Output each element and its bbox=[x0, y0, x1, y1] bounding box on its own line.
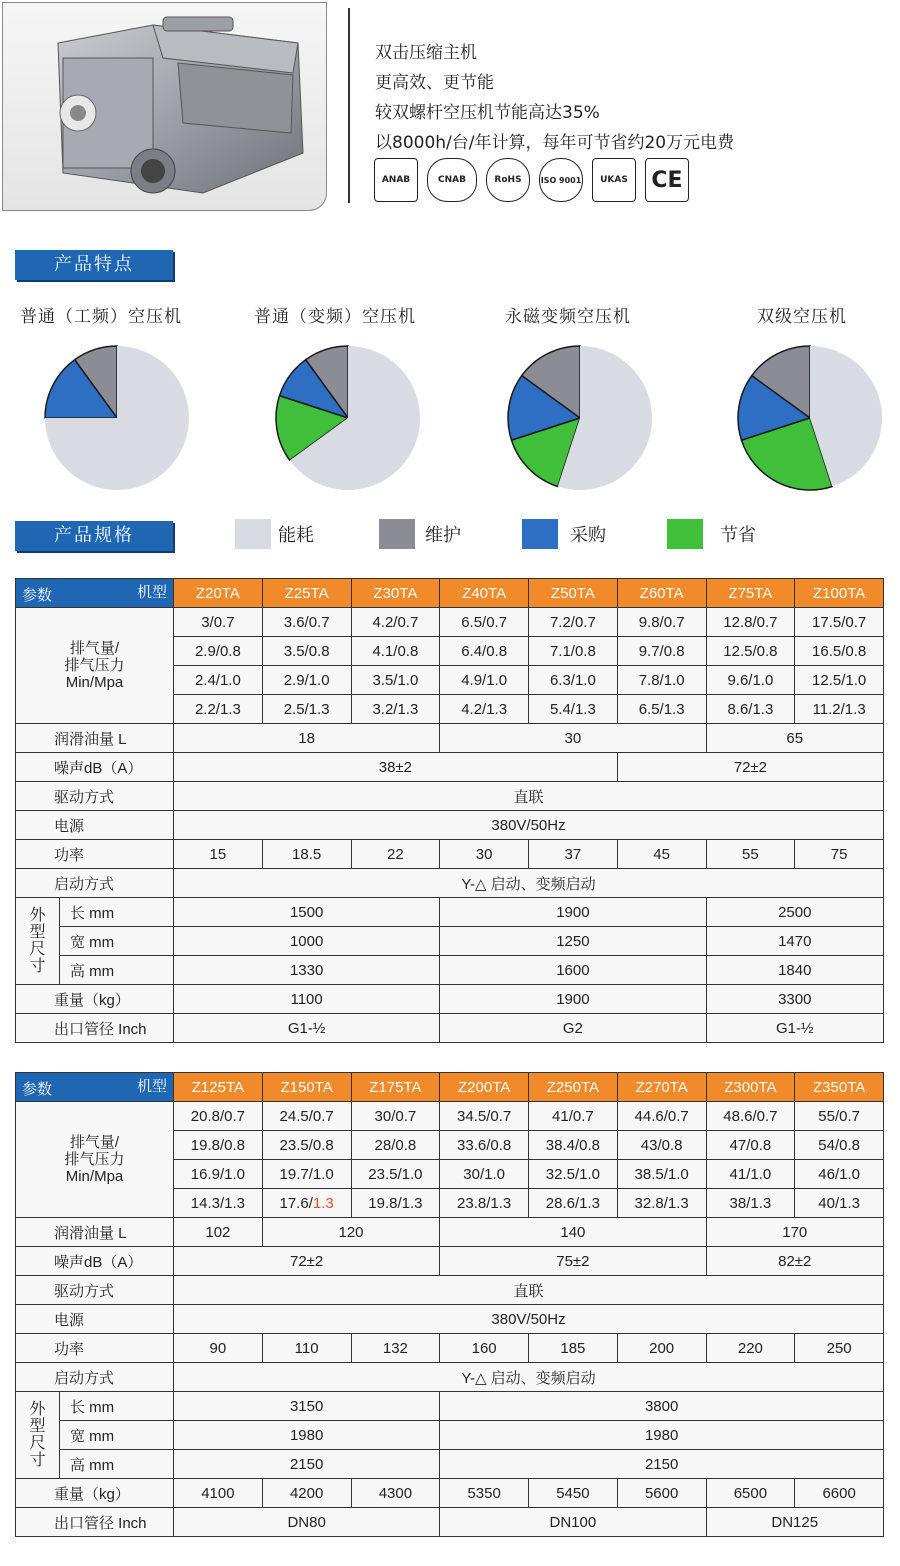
start-label: 启动方式 bbox=[16, 1363, 174, 1392]
table-row bbox=[16, 985, 884, 1014]
length-cell: 3800 bbox=[440, 1392, 884, 1421]
tagline-2: 更高效、更节能 bbox=[375, 73, 494, 93]
flow-cell: 17.6/1.3 bbox=[262, 1189, 351, 1218]
width-cell: 1470 bbox=[706, 927, 884, 956]
weight-cell: 3300 bbox=[706, 985, 884, 1014]
flow-cell: 38.4/0.8 bbox=[529, 1131, 618, 1160]
flow-cell: 30/0.7 bbox=[351, 1102, 440, 1131]
power-source-cell: 380V/50Hz bbox=[174, 1305, 884, 1334]
model-header: Z250TA bbox=[529, 1073, 618, 1102]
flow-cell: 12.8/0.7 bbox=[706, 608, 795, 637]
length-cell: 2500 bbox=[706, 898, 884, 927]
weight-cell: 6500 bbox=[706, 1479, 795, 1508]
height-cell: 2150 bbox=[440, 1450, 884, 1479]
table-row bbox=[16, 840, 884, 869]
table-row bbox=[16, 1014, 884, 1043]
weight-cell: 1100 bbox=[174, 985, 440, 1014]
flow-cell: 8.6/1.3 bbox=[706, 695, 795, 724]
table-header-row bbox=[16, 1073, 884, 1102]
power-cell: 160 bbox=[440, 1334, 529, 1363]
oil-cell: 102 bbox=[174, 1218, 263, 1247]
model-header: Z270TA bbox=[617, 1073, 706, 1102]
start-cell: Y-△ 启动、变频启动 bbox=[174, 869, 884, 898]
oil-cell: 170 bbox=[706, 1218, 884, 1247]
model-header: Z150TA bbox=[262, 1073, 351, 1102]
table-row bbox=[16, 782, 884, 811]
noise-cell: 75±2 bbox=[440, 1247, 706, 1276]
flow-cell: 23.5/1.0 bbox=[351, 1160, 440, 1189]
pie-title-2: 普通（变频）空压机 bbox=[254, 307, 416, 327]
table-row bbox=[16, 927, 884, 956]
outlet-cell: G2 bbox=[440, 1014, 706, 1043]
table-row bbox=[16, 1508, 884, 1537]
height-cell: 2150 bbox=[174, 1450, 440, 1479]
flow-cell: 38/1.3 bbox=[706, 1189, 795, 1218]
anab-logo: ANAB bbox=[374, 158, 418, 202]
flow-cell: 7.2/0.7 bbox=[529, 608, 618, 637]
outlet-cell: DN100 bbox=[440, 1508, 706, 1537]
flow-cell: 19.7/1.0 bbox=[262, 1160, 351, 1189]
flow-cell: 19.8/1.3 bbox=[351, 1189, 440, 1218]
param-label: 参数 bbox=[22, 1081, 53, 1098]
specs-section-title: 产品规格 bbox=[15, 521, 173, 551]
flow-cell: 24.5/0.7 bbox=[262, 1102, 351, 1131]
weight-cell: 1900 bbox=[440, 985, 706, 1014]
width-cell: 1000 bbox=[174, 927, 440, 956]
param-label: 参数 bbox=[22, 587, 53, 604]
flow-cell: 34.5/0.7 bbox=[440, 1102, 529, 1131]
power-cell: 250 bbox=[795, 1334, 884, 1363]
length-label: 长 mm bbox=[60, 898, 174, 927]
flow-cell: 3.5/1.0 bbox=[351, 666, 440, 695]
flow-cell: 32.5/1.0 bbox=[529, 1160, 618, 1189]
table-row bbox=[16, 753, 884, 782]
table-row bbox=[16, 1276, 884, 1305]
spec-table-2 bbox=[15, 1072, 884, 1537]
power-cell: 30 bbox=[440, 840, 529, 869]
pie-title-4: 双级空压机 bbox=[757, 307, 847, 327]
model-header: Z100TA bbox=[795, 579, 884, 608]
height-cell: 1330 bbox=[174, 956, 440, 985]
model-label: 机型 bbox=[136, 584, 167, 601]
flow-cell: 4.1/0.8 bbox=[351, 637, 440, 666]
power-cell: 75 bbox=[795, 840, 884, 869]
table-row bbox=[16, 1305, 884, 1334]
table-row bbox=[16, 1334, 884, 1363]
table-row bbox=[16, 608, 884, 637]
flow-cell: 9.7/0.8 bbox=[617, 637, 706, 666]
flow-cell: 7.8/1.0 bbox=[617, 666, 706, 695]
model-header: Z50TA bbox=[529, 579, 618, 608]
table-row bbox=[16, 1363, 884, 1392]
flow-cell: 2.5/1.3 bbox=[262, 695, 351, 724]
power-source-label: 电源 bbox=[16, 1305, 174, 1334]
model-header: Z300TA bbox=[706, 1073, 795, 1102]
start-label: 启动方式 bbox=[16, 869, 174, 898]
power-label: 功率 bbox=[16, 840, 174, 869]
flow-cell: 47/0.8 bbox=[706, 1131, 795, 1160]
width-cell: 1980 bbox=[440, 1421, 884, 1450]
dimension-label: 外型尺寸 bbox=[16, 1392, 60, 1479]
power-cell: 18.5 bbox=[262, 840, 351, 869]
model-header: Z25TA bbox=[262, 579, 351, 608]
noise-cell: 72±2 bbox=[174, 1247, 440, 1276]
flow-highlight: 1.3 bbox=[312, 1194, 334, 1212]
length-cell: 1900 bbox=[440, 898, 706, 927]
features-section-title: 产品特点 bbox=[15, 250, 173, 280]
compressor-photo bbox=[2, 2, 327, 211]
legend-label-energy: 能耗 bbox=[278, 525, 314, 546]
table-row bbox=[16, 869, 884, 898]
model-header: Z350TA bbox=[795, 1073, 884, 1102]
model-header: Z200TA bbox=[440, 1073, 529, 1102]
table-row bbox=[16, 956, 884, 985]
flow-cell: 30/1.0 bbox=[440, 1160, 529, 1189]
tagline-3: 较双螺杆空压机节能高达35% bbox=[375, 103, 600, 123]
oil-label: 润滑油量 L bbox=[16, 1218, 174, 1247]
power-cell: 37 bbox=[529, 840, 618, 869]
flow-cell: 12.5/0.8 bbox=[706, 637, 795, 666]
power-source-cell: 380V/50Hz bbox=[174, 811, 884, 840]
table-row bbox=[16, 1421, 884, 1450]
oil-cell: 120 bbox=[262, 1218, 440, 1247]
flow-cell: 23.5/0.8 bbox=[262, 1131, 351, 1160]
flow-cell: 40/1.3 bbox=[795, 1189, 884, 1218]
model-header: Z175TA bbox=[351, 1073, 440, 1102]
flow-cell: 19.8/0.8 bbox=[174, 1131, 263, 1160]
table-row bbox=[16, 1218, 884, 1247]
header-corner bbox=[16, 1073, 174, 1102]
flow-cell: 6.3/1.0 bbox=[529, 666, 618, 695]
table-row bbox=[16, 1247, 884, 1276]
model-header: Z75TA bbox=[706, 579, 795, 608]
flow-cell: 4.2/0.7 bbox=[351, 608, 440, 637]
flow-cell: 12.5/1.0 bbox=[795, 666, 884, 695]
power-cell: 22 bbox=[351, 840, 440, 869]
drive-cell: 直联 bbox=[174, 782, 884, 811]
power-cell: 90 bbox=[174, 1334, 263, 1363]
noise-cell: 82±2 bbox=[706, 1247, 884, 1276]
noise-label: 噪声dB（A） bbox=[16, 753, 174, 782]
power-label: 功率 bbox=[16, 1334, 174, 1363]
oil-label: 润滑油量 L bbox=[16, 724, 174, 753]
oil-cell: 65 bbox=[706, 724, 884, 753]
flow-cell: 11.2/1.3 bbox=[795, 695, 884, 724]
flow-cell: 28.6/1.3 bbox=[529, 1189, 618, 1218]
flow-cell: 23.8/1.3 bbox=[440, 1189, 529, 1218]
weight-label: 重量（kg） bbox=[16, 985, 174, 1014]
oil-cell: 140 bbox=[440, 1218, 706, 1247]
flow-cell: 55/0.7 bbox=[795, 1102, 884, 1131]
weight-cell: 4100 bbox=[174, 1479, 263, 1508]
legend-label-purchase: 采购 bbox=[570, 525, 606, 546]
outlet-cell: DN80 bbox=[174, 1508, 440, 1537]
noise-cell: 72±2 bbox=[617, 753, 883, 782]
outlet-cell: G1-½ bbox=[706, 1014, 884, 1043]
flow-cell: 44.6/0.7 bbox=[617, 1102, 706, 1131]
outlet-label: 出口管径 Inch bbox=[16, 1508, 174, 1537]
power-cell: 132 bbox=[351, 1334, 440, 1363]
model-label: 机型 bbox=[136, 1078, 167, 1095]
tagline-1: 双击压缩主机 bbox=[375, 43, 477, 63]
height-cell: 1600 bbox=[440, 956, 706, 985]
rohs-logo: RoHS bbox=[486, 158, 530, 202]
flow-cell: 33.6/0.8 bbox=[440, 1131, 529, 1160]
weight-cell: 4300 bbox=[351, 1479, 440, 1508]
table-row bbox=[16, 898, 884, 927]
flow-cell: 3.5/0.8 bbox=[262, 637, 351, 666]
table-row bbox=[16, 724, 884, 753]
power-cell: 110 bbox=[262, 1334, 351, 1363]
outlet-cell: G1-½ bbox=[174, 1014, 440, 1043]
flow-cell: 7.1/0.8 bbox=[529, 637, 618, 666]
flow-cell: 54/0.8 bbox=[795, 1131, 884, 1160]
table-row bbox=[16, 1102, 884, 1131]
weight-cell: 6600 bbox=[795, 1479, 884, 1508]
power-cell: 55 bbox=[706, 840, 795, 869]
drive-label: 驱动方式 bbox=[16, 1276, 174, 1305]
model-header: Z30TA bbox=[351, 579, 440, 608]
flow-cell: 4.2/1.3 bbox=[440, 695, 529, 724]
flow-cell: 2.9/1.0 bbox=[262, 666, 351, 695]
iso9001-logo: ISO 9001 bbox=[539, 158, 583, 202]
weight-label: 重量（kg） bbox=[16, 1479, 174, 1508]
flow-cell: 9.8/0.7 bbox=[617, 608, 706, 637]
dimension-label: 外型尺寸 bbox=[16, 898, 60, 985]
length-cell: 1500 bbox=[174, 898, 440, 927]
drive-label: 驱动方式 bbox=[16, 782, 174, 811]
flow-cell: 5.4/1.3 bbox=[529, 695, 618, 724]
legend-swatch-savings bbox=[667, 519, 703, 549]
height-cell: 1840 bbox=[706, 956, 884, 985]
flow-cell: 16.9/1.0 bbox=[174, 1160, 263, 1189]
flow-label: 排气量/ 排气压力 Min/Mpa bbox=[16, 1102, 174, 1218]
oil-cell: 30 bbox=[440, 724, 706, 753]
vertical-divider bbox=[348, 8, 350, 203]
weight-cell: 5600 bbox=[617, 1479, 706, 1508]
model-header: Z40TA bbox=[440, 579, 529, 608]
tagline-4: 以8000h/台/年计算，每年可节省约20万元电费 bbox=[375, 133, 735, 153]
table-row bbox=[16, 1479, 884, 1508]
table-row bbox=[16, 1450, 884, 1479]
width-cell: 1980 bbox=[174, 1421, 440, 1450]
flow-cell: 6.5/0.7 bbox=[440, 608, 529, 637]
model-header: Z125TA bbox=[174, 1073, 263, 1102]
cost-pie-charts bbox=[0, 340, 900, 500]
height-label: 高 mm bbox=[60, 1450, 174, 1479]
weight-cell: 5450 bbox=[529, 1479, 618, 1508]
flow-cell: 43/0.8 bbox=[617, 1131, 706, 1160]
length-cell: 3150 bbox=[174, 1392, 440, 1421]
pie-title-1: 普通（工频）空压机 bbox=[20, 307, 182, 327]
spec-table-1 bbox=[15, 578, 884, 1043]
height-label: 高 mm bbox=[60, 956, 174, 985]
legend-label-maintenance: 维护 bbox=[425, 525, 461, 546]
noise-label: 噪声dB（A） bbox=[16, 1247, 174, 1276]
flow-cell: 16.5/0.8 bbox=[795, 637, 884, 666]
flow-cell: 9.6/1.0 bbox=[706, 666, 795, 695]
flow-cell: 3/0.7 bbox=[174, 608, 263, 637]
outlet-label: 出口管径 Inch bbox=[16, 1014, 174, 1043]
flow-cell: 4.9/1.0 bbox=[440, 666, 529, 695]
power-cell: 200 bbox=[617, 1334, 706, 1363]
cnab-logo: CNAB bbox=[427, 158, 477, 202]
flow-cell: 32.8/1.3 bbox=[617, 1189, 706, 1218]
flow-cell: 2.4/1.0 bbox=[174, 666, 263, 695]
width-label: 宽 mm bbox=[60, 1421, 174, 1450]
power-cell: 15 bbox=[174, 840, 263, 869]
legend-swatch-energy bbox=[235, 519, 271, 549]
power-cell: 220 bbox=[706, 1334, 795, 1363]
flow-cell: 17.5/0.7 bbox=[795, 608, 884, 637]
flow-cell: 20.8/0.7 bbox=[174, 1102, 263, 1131]
flow-cell: 2.2/1.3 bbox=[174, 695, 263, 724]
flow-cell: 41/1.0 bbox=[706, 1160, 795, 1189]
flow-cell: 28/0.8 bbox=[351, 1131, 440, 1160]
weight-cell: 5350 bbox=[440, 1479, 529, 1508]
width-label: 宽 mm bbox=[60, 927, 174, 956]
table-header-row bbox=[16, 579, 884, 608]
flow-cell: 14.3/1.3 bbox=[174, 1189, 263, 1218]
cert-logos bbox=[374, 158, 689, 202]
flow-cell: 6.5/1.3 bbox=[617, 695, 706, 724]
flow-cell: 41/0.7 bbox=[529, 1102, 618, 1131]
power-cell: 185 bbox=[529, 1334, 618, 1363]
flow-cell: 3.2/1.3 bbox=[351, 695, 440, 724]
flow-label: 排气量/ 排气压力 Min/Mpa bbox=[16, 608, 174, 724]
legend-swatch-purchase bbox=[522, 519, 558, 549]
legend-label-savings: 节省 bbox=[720, 525, 756, 546]
model-header: Z20TA bbox=[174, 579, 263, 608]
flow-cell: 3.6/0.7 bbox=[262, 608, 351, 637]
table-row bbox=[16, 811, 884, 840]
noise-cell: 38±2 bbox=[174, 753, 618, 782]
flow-cell: 2.9/0.8 bbox=[174, 637, 263, 666]
drive-cell: 直联 bbox=[174, 1276, 884, 1305]
ukas-logo: UKAS bbox=[592, 158, 636, 202]
ce-logo: CE bbox=[645, 158, 689, 202]
header-corner bbox=[16, 579, 174, 608]
outlet-cell: DN125 bbox=[706, 1508, 884, 1537]
width-cell: 1250 bbox=[440, 927, 706, 956]
power-source-label: 电源 bbox=[16, 811, 174, 840]
length-label: 长 mm bbox=[60, 1392, 174, 1421]
weight-cell: 4200 bbox=[262, 1479, 351, 1508]
model-header: Z60TA bbox=[617, 579, 706, 608]
flow-cell: 6.4/0.8 bbox=[440, 637, 529, 666]
flow-cell: 48.6/0.7 bbox=[706, 1102, 795, 1131]
pie-title-3: 永磁变频空压机 bbox=[505, 307, 631, 327]
power-cell: 45 bbox=[617, 840, 706, 869]
table-row bbox=[16, 1392, 884, 1421]
flow-cell: 46/1.0 bbox=[795, 1160, 884, 1189]
oil-cell: 18 bbox=[174, 724, 440, 753]
flow-cell: 38.5/1.0 bbox=[617, 1160, 706, 1189]
legend-swatch-maintenance bbox=[379, 519, 415, 549]
start-cell: Y-△ 启动、变频启动 bbox=[174, 1363, 884, 1392]
